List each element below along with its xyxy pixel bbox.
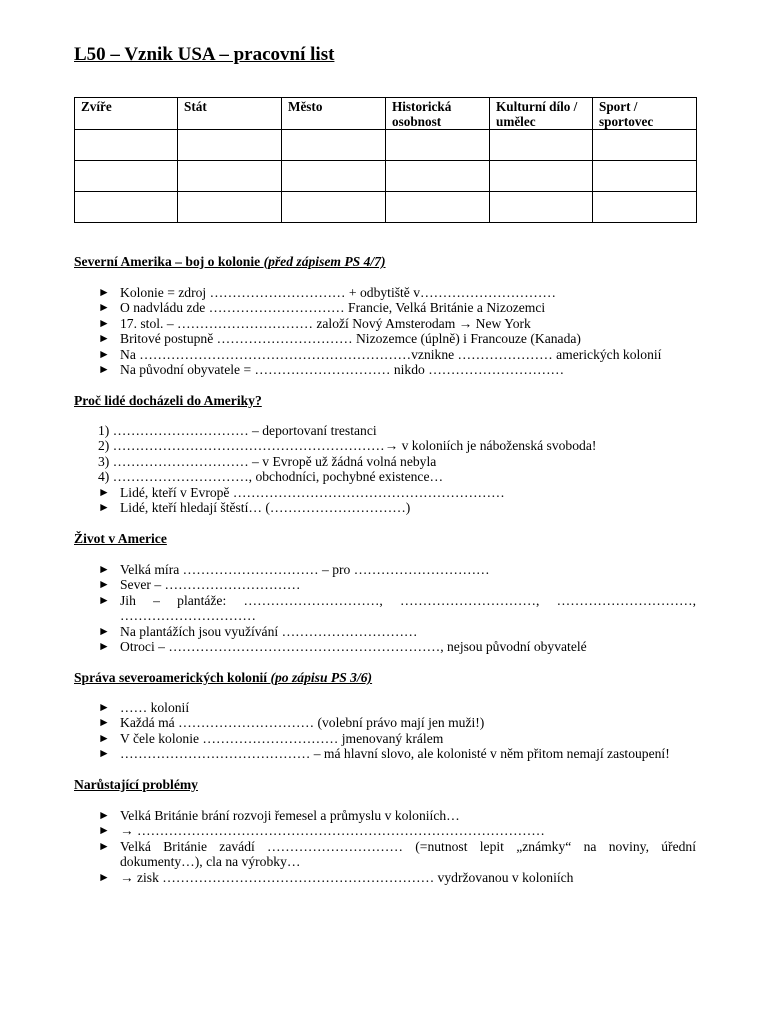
list-item [98,700,696,715]
list-item [98,347,696,362]
table-cell[interactable] [282,161,386,192]
bullet-arrow-icon: ► [98,300,110,315]
list-item-text: Velká Británie brání rozvoji řemesel a průmyslu v koloniích… [120,808,460,823]
bullet-arrow-icon: ► [98,577,110,592]
bullet-arrow-icon: ► [98,346,110,361]
table-header-row [75,98,697,130]
list-item-text: 17. stol. – ………………………… založí Nový Amsterodam → New York [120,315,531,331]
bullet-arrow-icon: ► [98,592,110,607]
list-item [98,715,696,730]
list-item [98,839,696,870]
header-state: Stát [178,98,282,130]
list-item-text: Lidé, kteří v Evropě …………………………………………………… [120,485,505,500]
bullet-arrow-icon: ► [98,869,110,884]
section-heading-note: (po zápisu PS 3/6) [270,670,373,685]
section-heading-colonies [74,254,386,270]
list-item-text: Na plantážích jsou využívání ………………………… [120,623,418,639]
bullet-arrow-icon: ► [98,700,110,714]
reasons-bullet-list [98,485,696,516]
header-sport: Sport / sportovec [593,98,697,130]
numbered-reasons-list [98,423,696,485]
table-cell[interactable] [386,130,490,161]
bullet-arrow-icon: ► [98,715,110,730]
section-heading-life: Život v Americe [74,531,167,546]
category-table [74,97,697,223]
numbered-item: 2) ……………………………………………………→ v koloniích je náboženská svoboda! [98,438,597,454]
page-title: L50 – Vznik USA – pracovní list [74,44,335,65]
bullet-arrow-icon: ► [98,808,110,822]
administration-list [98,700,696,762]
list-item-text: V čele kolonie ………………………… jmenovaný králem [120,730,444,746]
table-cell[interactable] [593,192,697,223]
table-cell[interactable] [282,192,386,223]
header-city: Město [282,98,386,130]
list-item-text: Každá má ………………………… (volební právo mají jen muži!) [120,715,485,731]
life-list [98,562,696,654]
list-item [98,577,696,592]
list-item [98,731,696,746]
bullet-arrow-icon: ► [98,623,110,638]
header-cultural-work: Kulturní dílo / umělec [490,98,593,130]
list-item [98,870,696,885]
table-cell[interactable] [593,130,697,161]
list-item [98,285,696,300]
section-heading-administration [74,670,372,686]
list-item-text: Na ……………………………………………………vznikne ………………… amerických kolonií [120,346,662,362]
list-item-text: Kolonie = zdroj ………………………… + odbytiště v………………………… [120,285,556,300]
table-row [75,161,697,192]
table-cell[interactable] [490,161,593,192]
header-historic-person: Historická osobnost [386,98,490,130]
bullet-arrow-icon: ► [98,730,110,745]
list-item-text: Sever – ………………………… [120,577,301,593]
list-item-text: Britové postupně ………………………… Nizozemce (úplně) i Francouze (Kanada) [120,331,581,347]
list-item-text: Otroci – ……………………………………………………, nejsou původní obyvatelé [120,639,587,655]
numbered-item: 1) ………………………… – deportovaní trestanci [98,423,377,438]
numbered-item: 4) …………………………, obchodníci, pochybné existence… [98,469,444,485]
table-cell[interactable] [75,130,178,161]
table-cell[interactable] [490,192,593,223]
list-item-text: → ……………………………………………………………………………… [120,823,545,839]
list-item [98,823,696,838]
bullet-arrow-icon: ► [98,315,110,330]
bullet-arrow-icon: ► [98,485,110,499]
list-item [98,362,696,377]
list-item-text: Lidé, kteří hledají štěstí… (…………………………) [120,500,411,516]
table-cell[interactable] [490,130,593,161]
table-cell[interactable] [386,161,490,192]
section-heading-why-america: Proč lidé docházeli do Ameriky? [74,393,262,408]
list-item [98,500,696,515]
bullet-arrow-icon: ► [98,838,110,853]
bullet-arrow-icon: ► [98,823,110,838]
table-cell[interactable] [75,161,178,192]
bullet-arrow-icon: ► [98,746,110,761]
list-item [98,316,696,331]
section-heading-text: Správa severoamerických kolonií [74,670,271,685]
table-cell[interactable] [593,161,697,192]
problems-list [98,808,696,885]
list-item-text: Na původní obyvatele = ………………………… nikdo ………………………… [120,362,565,378]
list-item [98,300,696,315]
list-item [98,485,696,500]
bullet-arrow-icon: ► [98,639,110,654]
numbered-item: 3) ………………………… – v Evropě už žádná volná nebyla [98,453,437,469]
table-row [75,130,697,161]
list-item-text: → zisk …………………………………………………… vydržovanou v koloniích [120,869,574,885]
list-item [98,331,696,346]
list-item [98,624,696,639]
table-cell[interactable] [386,192,490,223]
section-heading-text: Severní Amerika – boj o kolonie [74,254,264,269]
bullet-arrow-icon: ► [98,500,110,515]
bullet-arrow-icon: ► [98,285,110,299]
list-item-text: Velká míra ………………………… – pro ………………………… [120,562,490,577]
list-item [98,639,696,654]
list-item-text: Velká Británie zavádí ………………………… (=nutnost lepit „známky“ na noviny, úřední dokumenty…), cla na výrobky… [120,838,696,870]
bullet-arrow-icon: ► [98,362,110,377]
table-cell[interactable] [282,130,386,161]
section-heading-note: (před zápisem PS 4/7) [263,254,386,269]
list-item [98,808,696,823]
list-item-text: …………………………………… – má hlavní slovo, ale kolonisté v něm přitom nemají zastoupení! [120,746,670,762]
bullet-arrow-icon: ► [98,331,110,346]
list-item [98,593,696,624]
section-heading-problems: Narůstající problémy [74,777,198,792]
table-cell[interactable] [178,161,282,192]
list-item [98,746,696,761]
table-cell[interactable] [75,192,178,223]
colonies-list [98,285,696,377]
list-item [98,562,696,577]
table-row [75,192,697,223]
table-cell[interactable] [178,192,282,223]
list-item-text: …… kolonií [120,700,190,715]
list-item-text: Jih – plantáže: …………………………, …………………………, …………………………, ………………………… [120,592,696,624]
table-cell[interactable] [178,130,282,161]
header-animal: Zvíře [75,98,178,130]
list-item-text: O nadvládu zde ………………………… Francie, Velká Británie a Nizozemci [120,300,546,316]
bullet-arrow-icon: ► [98,562,110,576]
